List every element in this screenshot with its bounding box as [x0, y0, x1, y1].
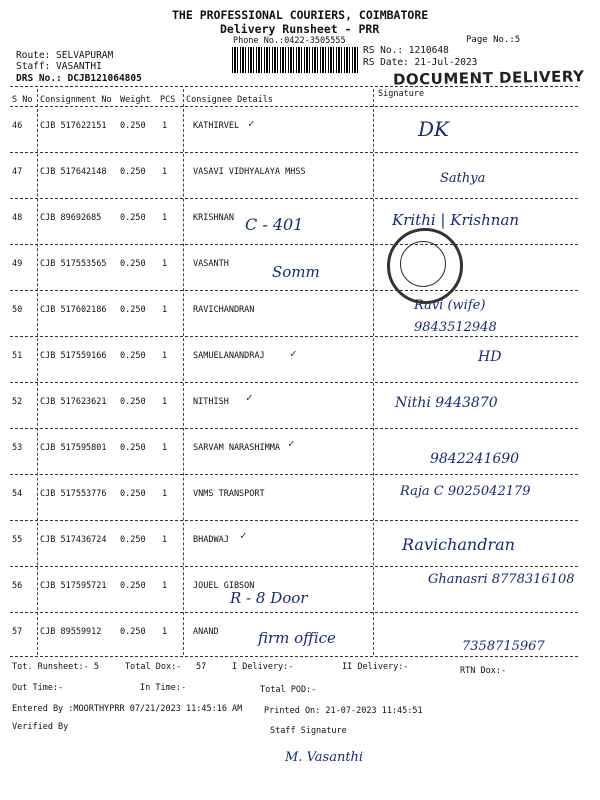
row-pcs: 1: [162, 213, 168, 223]
row-rule: [10, 656, 578, 657]
row-consignee: SAMUELANANDRAJ: [193, 351, 265, 361]
row-consignee: JOUEL GIBSON: [193, 581, 255, 591]
table-row: [0, 153, 600, 198]
document-delivery-stamp: DOCUMENT DELIVERY: [392, 67, 585, 89]
row-consignee: KRISHNAN: [193, 213, 234, 223]
row-pcs: 1: [162, 535, 168, 545]
check-mark-icon: ✓: [240, 529, 247, 542]
row-sno: 51: [12, 351, 23, 361]
row-sno: 52: [12, 397, 23, 407]
row-pcs: 1: [162, 259, 168, 269]
row-pcs: 1: [162, 305, 168, 315]
col-weight: Weight: [120, 95, 151, 105]
row-weight: 0.250: [120, 489, 146, 499]
row-consignee: BHADWAJ: [193, 535, 229, 545]
row-weight: 0.250: [120, 167, 146, 177]
recipient-signature: Raja C 9025042179: [400, 484, 531, 499]
row-sno: 53: [12, 443, 23, 453]
row-weight: 0.250: [120, 535, 146, 545]
row-pcs: 1: [162, 443, 168, 453]
table-row: [0, 521, 600, 566]
table-row: [0, 613, 600, 658]
company-name: THE PROFESSIONAL COURIERS, COIMBATORE: [172, 8, 429, 22]
row-consignment: CJB 89559912: [40, 627, 102, 637]
recipient-signature: Ravi (wife) 9843512948: [414, 298, 497, 335]
recipient-signature: Sathya: [440, 171, 486, 186]
staff-label: Staff: VASANTHI: [16, 61, 102, 72]
verified-by-label: Verified By: [12, 722, 69, 732]
recipient-signature: 9842241690: [430, 451, 520, 467]
row-pcs: 1: [162, 351, 168, 361]
row-pcs: 1: [162, 121, 168, 131]
row-weight: 0.250: [120, 443, 146, 453]
row-consignment: CJB 517553776: [40, 489, 107, 499]
table-row: [0, 107, 600, 152]
recipient-signature: HD: [478, 349, 502, 365]
row-consignment: CJB 517595721: [40, 581, 107, 591]
row-weight: 0.250: [120, 351, 146, 361]
row-sno: 54: [12, 489, 23, 499]
row-weight: 0.250: [120, 305, 146, 315]
row-consignee: VASAVI VIDHYALAYA MHSS: [193, 167, 306, 177]
recipient-signature: Nithi 9443870: [395, 395, 498, 411]
table-row: [0, 291, 600, 336]
table-row: [0, 199, 600, 244]
page-number: Page No.:5: [466, 35, 521, 45]
table-row: [0, 245, 600, 290]
table-row: [0, 337, 600, 382]
row-sno: 57: [12, 627, 23, 637]
second-delivery-label: II Delivery:-: [342, 662, 409, 672]
row-pcs: 1: [162, 167, 168, 177]
row-weight: 0.250: [120, 121, 146, 131]
row-pcs: 1: [162, 489, 168, 499]
drs-number: DRS No.: DCJB121064805: [16, 73, 142, 84]
company-seal-stamp: [387, 228, 463, 304]
row-consignee: KATHIRVEL: [193, 121, 240, 131]
table-row: [0, 475, 600, 520]
total-dox-value: 57: [196, 662, 207, 672]
total-dox-label: Total Dox:-: [125, 662, 182, 672]
out-time-label: Out Time:-: [12, 683, 64, 693]
total-pod-label: Total POD:-: [260, 685, 317, 695]
row-consignment: CJB 517595801: [40, 443, 107, 453]
row-sno: 49: [12, 259, 23, 269]
staff-signature-label: Staff Signature: [270, 726, 347, 736]
row-consignment: CJB 517642148: [40, 167, 107, 177]
row-consignee: VASANTH: [193, 259, 229, 269]
row-consignment: CJB 517553565: [40, 259, 107, 269]
check-mark-icon: ✓: [288, 437, 295, 450]
handwritten-note: Somm: [272, 263, 320, 281]
phone-number: Phone No.:0422-3505555: [233, 36, 346, 46]
row-pcs: 1: [162, 627, 168, 637]
row-weight: 0.250: [120, 259, 146, 269]
row-consignment: CJB 517623621: [40, 397, 107, 407]
document-title: Delivery Runsheet - PRR: [220, 22, 380, 36]
row-consignment: CJB 517559166: [40, 351, 107, 361]
staff-signature: M. Vasanthi: [285, 750, 364, 765]
row-sno: 47: [12, 167, 23, 177]
row-consignment: CJB 517602186: [40, 305, 107, 315]
table-row: [0, 429, 600, 474]
handwritten-note: C - 401: [245, 215, 304, 234]
row-weight: 0.250: [120, 581, 146, 591]
row-sno: 56: [12, 581, 23, 591]
header-top-rule: [10, 86, 578, 87]
row-sno: 55: [12, 535, 23, 545]
entered-by: Entered By :MOORTHYPRR 07/21/2023 11:45:16 AM: [12, 704, 243, 714]
handwritten-note: R - 8 Door: [230, 589, 308, 607]
row-consignee: ANAND: [193, 627, 219, 637]
recipient-signature: Krithi | Krishnan: [392, 211, 520, 229]
handwritten-note: firm office: [258, 629, 336, 647]
row-consignment: CJB 517436724: [40, 535, 107, 545]
recipient-signature: 7358715967: [462, 639, 545, 654]
check-mark-icon: ✓: [248, 117, 255, 130]
col-signature: Signature: [378, 89, 425, 99]
row-consignee: VNMS TRANSPORT: [193, 489, 265, 499]
printed-on: Printed On: 21-07-2023 11:45:51: [264, 706, 423, 716]
row-weight: 0.250: [120, 397, 146, 407]
row-consignee: RAVICHANDRAN: [193, 305, 255, 315]
barcode: [232, 47, 358, 73]
check-mark-icon: ✓: [246, 391, 253, 404]
row-weight: 0.250: [120, 213, 146, 223]
total-runsheet: Tot. Runsheet:- 5: [12, 662, 99, 672]
col-pcs: PCS: [160, 95, 176, 105]
row-consignment: CJB 89692685: [40, 213, 102, 223]
rtn-dox-label: RTN Dox:-: [460, 666, 507, 676]
col-consignee: Consignee Details: [186, 95, 273, 105]
table-row: [0, 567, 600, 612]
col-sno: S No: [12, 95, 33, 105]
row-pcs: 1: [162, 397, 168, 407]
recipient-signature: Ravichandran: [402, 535, 515, 554]
row-pcs: 1: [162, 581, 168, 591]
check-mark-icon: ✓: [290, 347, 297, 360]
row-sno: 50: [12, 305, 23, 315]
row-sno: 48: [12, 213, 23, 223]
recipient-signature: Ghanasri 8778316108: [428, 572, 575, 587]
row-sno: 46: [12, 121, 23, 131]
row-consignee: SARVAM NARASHIMMA: [193, 443, 280, 453]
row-consignee: NITHISH: [193, 397, 229, 407]
row-weight: 0.250: [120, 627, 146, 637]
rs-date: RS Date: 21-Jul-2023: [363, 57, 478, 68]
row-consignment: CJB 517622151: [40, 121, 107, 131]
recipient-signature: DK: [418, 117, 449, 141]
rs-number: RS No.: 1210648: [363, 45, 449, 56]
first-delivery-label: I Delivery:-: [232, 662, 294, 672]
col-consignment: Consignment No: [40, 95, 112, 105]
table-row: [0, 383, 600, 428]
in-time-label: In Time:-: [140, 683, 187, 693]
route-label: Route: SELVAPURAM: [16, 50, 114, 61]
